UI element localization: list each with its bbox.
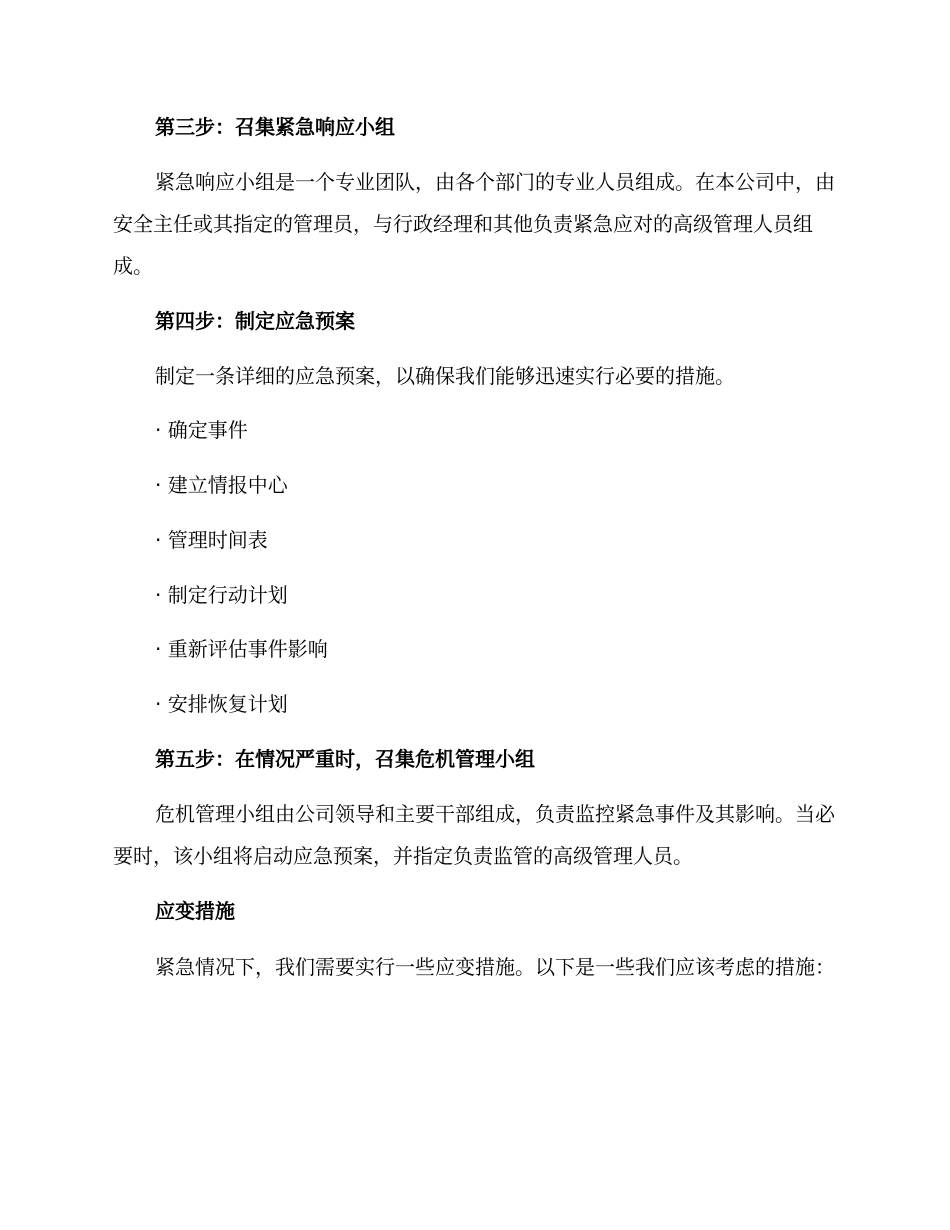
list-item: · 重新评估事件影响 [155,637,328,661]
heading-step-5: 第五步：在情况严重时，召集危机管理小组 [155,747,535,771]
heading-step-3: 第三步：召集紧急响应小组 [155,115,395,139]
paragraph-step-5: 危机管理小组由公司领导和主要干部组成，负责监控紧急事件及其影响。当必要时，该小组将启动应急预案，并指定负责监管的高级管理人员。 [113,802,835,868]
paragraph-step-3: 紧急响应小组是一个专业团队，由各个部门的专业人员组成。在本公司中，由安全主任或其指定的管理员，与行政经理和其他负责紧急应对的高级管理人员组成。 [113,170,835,278]
paragraph-measures: 紧急情况下，我们需要实行一些应变措施。以下是一些我们应该考虑的措施： [155,955,835,979]
list-item: · 管理时间表 [155,528,268,552]
list-item: · 建立情报中心 [155,473,288,497]
list-item: · 制定行动计划 [155,583,288,607]
list-item: · 安排恢复计划 [155,692,288,716]
heading-step-4: 第四步：制定应急预案 [155,309,355,333]
list-item: · 确定事件 [155,418,248,442]
heading-measures: 应变措施 [155,899,235,923]
paragraph-step-4: 制定一条详细的应急预案，以确保我们能够迅速实行必要的措施。 [155,364,735,388]
